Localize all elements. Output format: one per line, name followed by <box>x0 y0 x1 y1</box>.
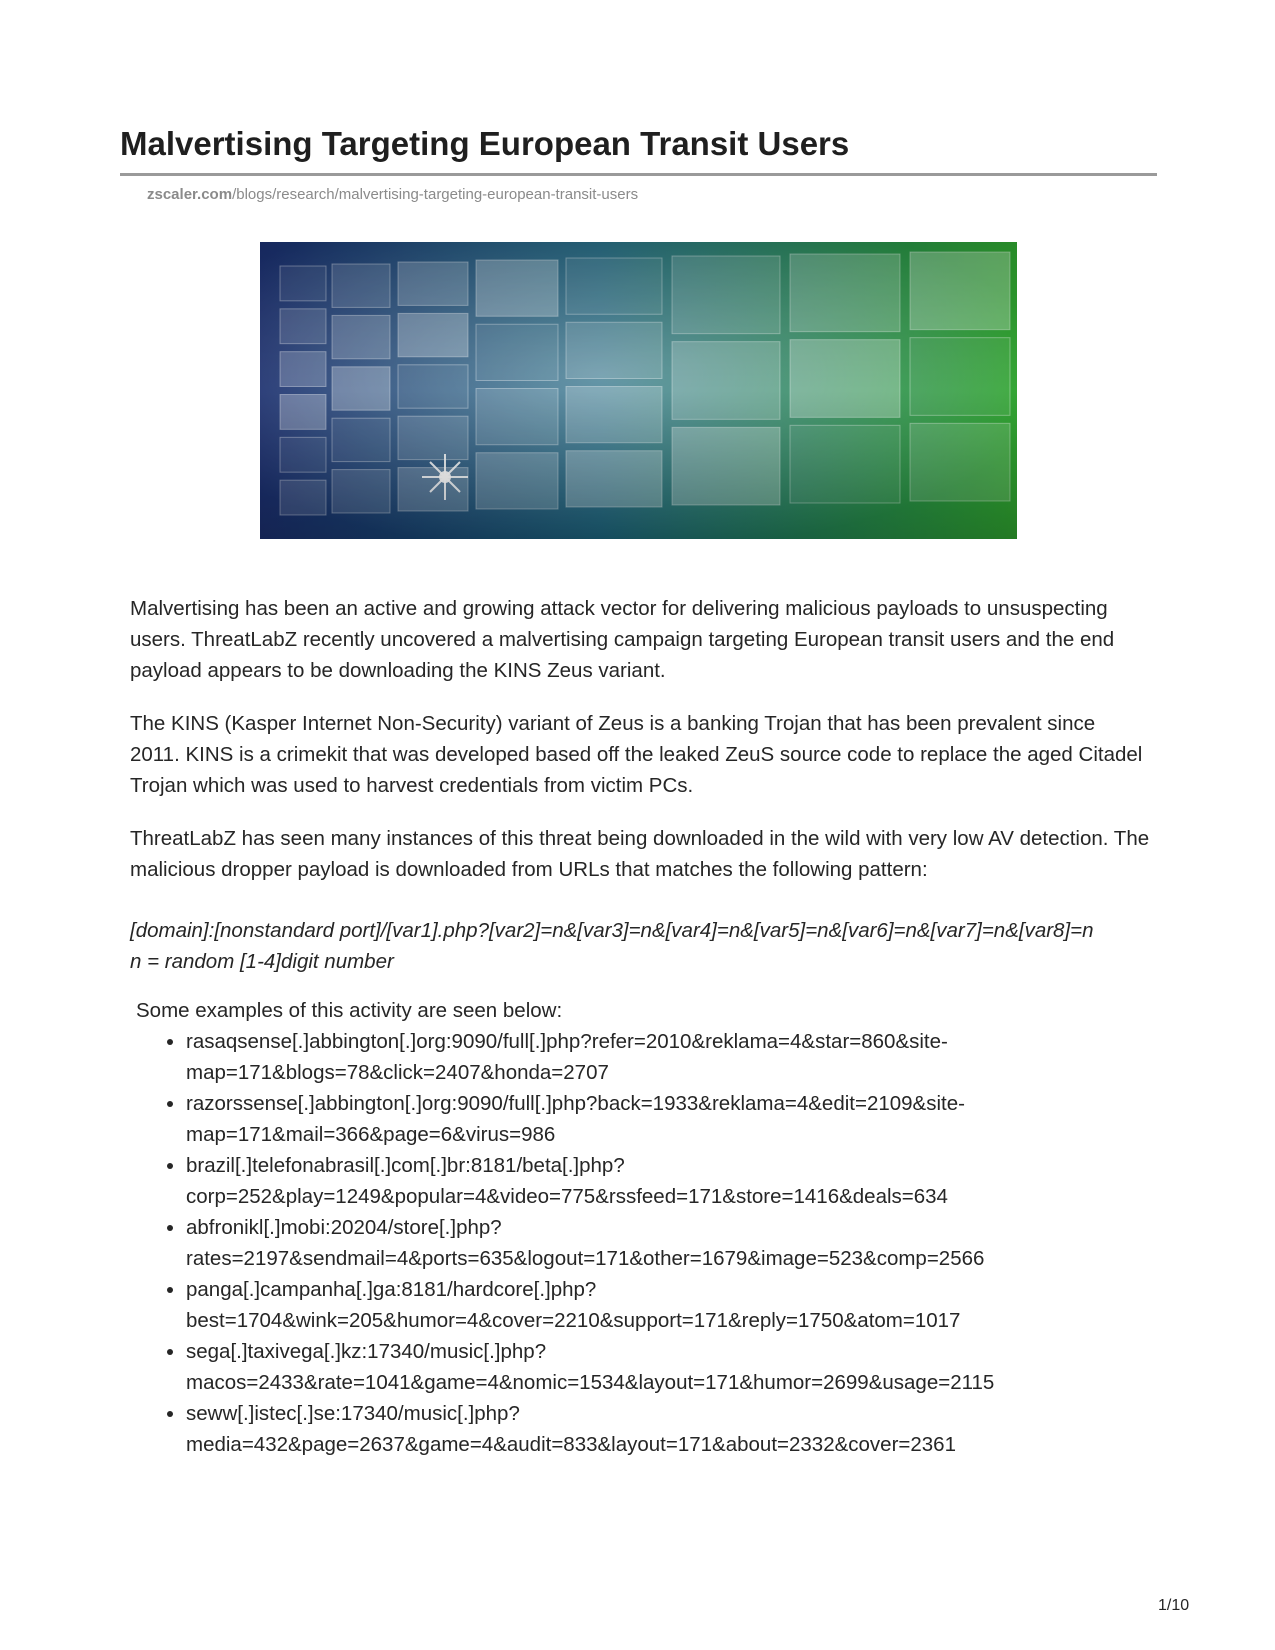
example-url-line2: corp=252&play=1249&popular=4&video=775&rssfeed=171&store=1416&deals=634 <box>186 1185 948 1208</box>
list-item <box>186 1274 1150 1336</box>
url-pattern-note: n = random [1-4]digit number <box>130 950 394 973</box>
example-url-line2: macos=2433&rate=1041&game=4&nomic=1534&layout=171&humor=2699&usage=2115 <box>186 1371 995 1394</box>
example-url-line1: • panga[.]campanha[.]ga:8181/hardcore[.]php? <box>186 1278 597 1301</box>
page-number: 1/10 <box>1158 1597 1190 1614</box>
title-divider <box>120 173 1157 176</box>
example-url-line2: best=1704&wink=205&humor=4&cover=2210&support=171&reply=1750&atom=1017 <box>186 1309 961 1332</box>
source-url-host: zscaler.com <box>147 186 233 203</box>
paragraph: ThreatLabZ has seen many instances of this threat being downloaded in the wild with very low AV detection. The malicious dropper payload is downloaded from URLs that matches the following pattern: <box>130 827 1150 881</box>
example-url-line2: rates=2197&sendmail=4&ports=635&logout=171&other=1679&image=523&comp=2566 <box>186 1247 985 1270</box>
list-item <box>186 1088 1150 1150</box>
example-url-line1: • razorssense[.]abbington[.]org:9090/full[.]php?back=1933&reklama=4&edit=2109&site- <box>186 1092 965 1115</box>
example-url-line1: • rasaqsense[.]abbington[.]org:9090/full[.]php?refer=2010&reklama=4&star=860&site- <box>186 1030 948 1053</box>
article-body <box>130 593 1150 1460</box>
list-item <box>186 1150 1150 1212</box>
hero-image <box>260 242 1017 539</box>
list-item <box>186 1026 1150 1088</box>
source-url-path: /blogs/research/malvertising-targeting-european-transit-users <box>232 186 639 203</box>
page-title: Malvertising Targeting European Transit Users <box>120 125 850 162</box>
example-url-line1: • sega[.]taxivega[.]kz:17340/music[.]php? <box>186 1340 547 1363</box>
example-url-line2: map=171&blogs=78&click=2407&honda=2707 <box>186 1061 609 1084</box>
examples-intro: Some examples of this activity are seen below: <box>136 999 563 1022</box>
list-item <box>186 1398 1150 1460</box>
example-url-line2: media=432&page=2637&game=4&audit=833&layout=171&about=2332&cover=2361 <box>186 1433 956 1456</box>
url-pattern-block <box>130 915 1150 977</box>
paragraph: Malvertising has been an active and growing attack vector for delivering malicious payloads to unsuspecting users. ThreatLabZ recently uncovered a malvertising campaign targeting European transit users and the end payload appears to be downloading the KINS Zeus variant. <box>130 597 1115 682</box>
paragraph: The KINS (Kasper Internet Non-Security) variant of Zeus is a banking Trojan that has been prevalent since 2011. KINS is a crimekit that was developed based off the leaked ZeuS source code to replace the aged Citadel Trojan which was used to harvest credentials from victim PCs. <box>130 712 1143 797</box>
source-url[interactable] <box>147 184 638 206</box>
example-url-line2: map=171&mail=366&page=6&virus=986 <box>186 1123 556 1146</box>
example-url-line1: • seww[.]istec[.]se:17340/music[.]php? <box>186 1402 520 1425</box>
example-url-line1: • abfronikl[.]mobi:20204/store[.]php? <box>186 1216 502 1239</box>
url-pattern: [domain]:[nonstandard port]/[var1].php?[var2]=n&[var3]=n&[var4]=n&[var5]=n&[var6]=n&[var7]=n&[var8]=n <box>130 919 1094 942</box>
examples-list <box>130 1026 1150 1460</box>
list-item <box>186 1212 1150 1274</box>
list-item <box>186 1336 1150 1398</box>
example-url-line1: • brazil[.]telefonabrasil[.]com[.]br:8181/beta[.]php? <box>186 1154 625 1177</box>
